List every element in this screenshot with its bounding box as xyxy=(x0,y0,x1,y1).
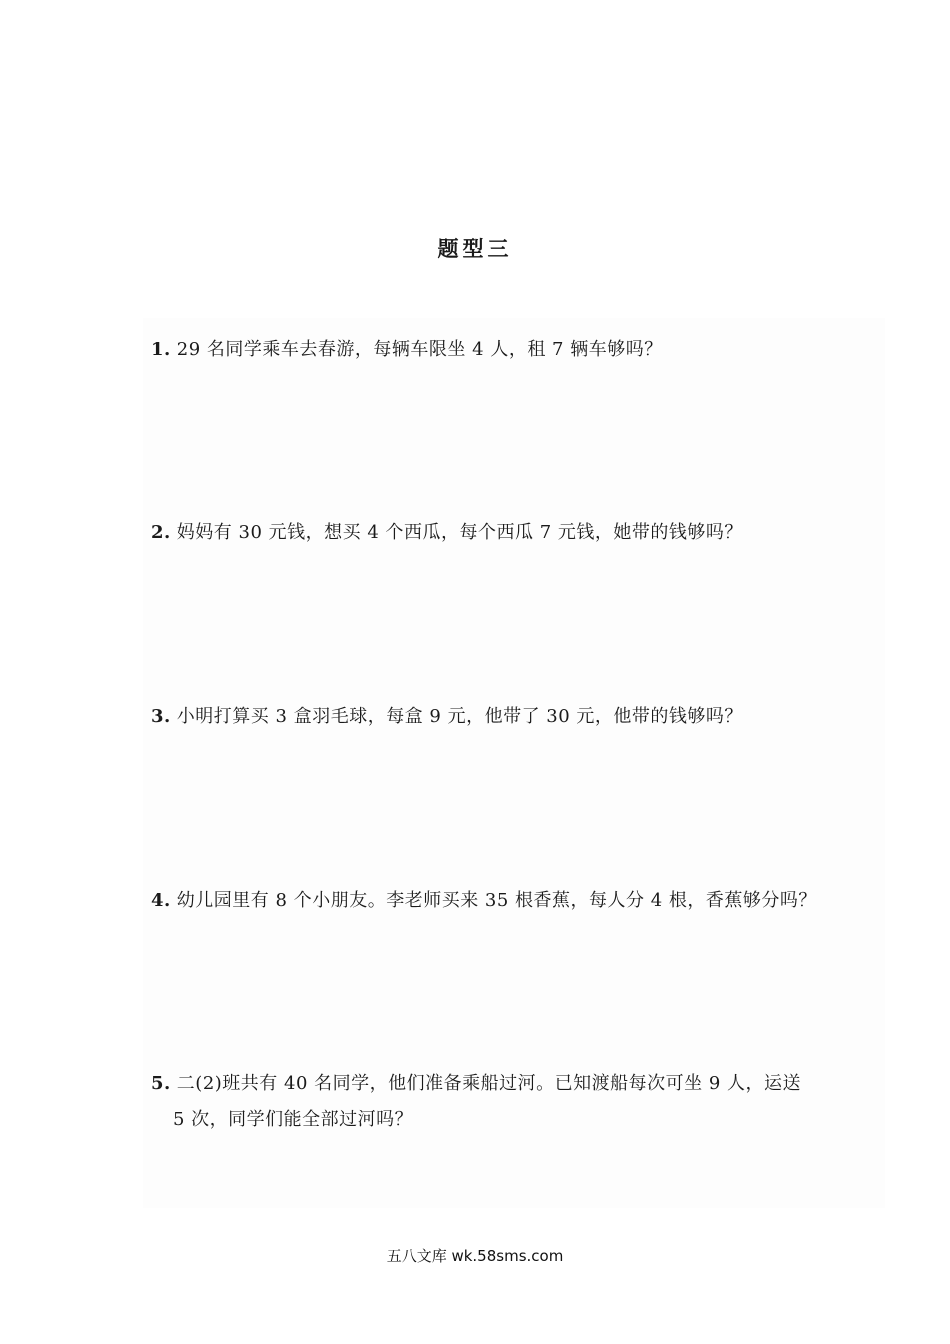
question-1 xyxy=(151,332,881,368)
question-text: 妈妈有 30 元钱，想买 4 个西瓜，每个西瓜 7 元钱，她带的钱够吗？ xyxy=(176,522,743,543)
question-5 xyxy=(151,1066,881,1138)
question-text: 二(2)班共有 40 名同学，他们准备乘船过河。已知渡船每次可坐 9 人，运送 xyxy=(176,1073,802,1094)
question-number: 4. xyxy=(151,890,171,911)
question-text: 29 名同学乘车去春游，每辆车限坐 4 人，租 7 辆车够吗？ xyxy=(176,339,663,360)
footer-watermark: 五八文库 wk.58sms.com xyxy=(386,1247,564,1265)
question-text-continued: 5 次，同学们能全部过河吗？ xyxy=(173,1109,414,1130)
question-number: 1. xyxy=(151,339,171,360)
question-number: 3. xyxy=(151,706,171,727)
question-3 xyxy=(151,699,881,735)
question-4 xyxy=(151,883,881,919)
question-text: 小明打算买 3 盒羽毛球，每盒 9 元，他带了 30 元，他带的钱够吗？ xyxy=(176,706,743,727)
question-number: 5. xyxy=(151,1073,171,1094)
question-number: 2. xyxy=(151,522,171,543)
question-2 xyxy=(151,515,881,551)
page-title: 题型三 xyxy=(437,237,513,261)
question-text: 幼儿园里有 8 个小朋友。李老师买来 35 根香蕉，每人分 4 根，香蕉够分吗？ xyxy=(176,890,817,911)
